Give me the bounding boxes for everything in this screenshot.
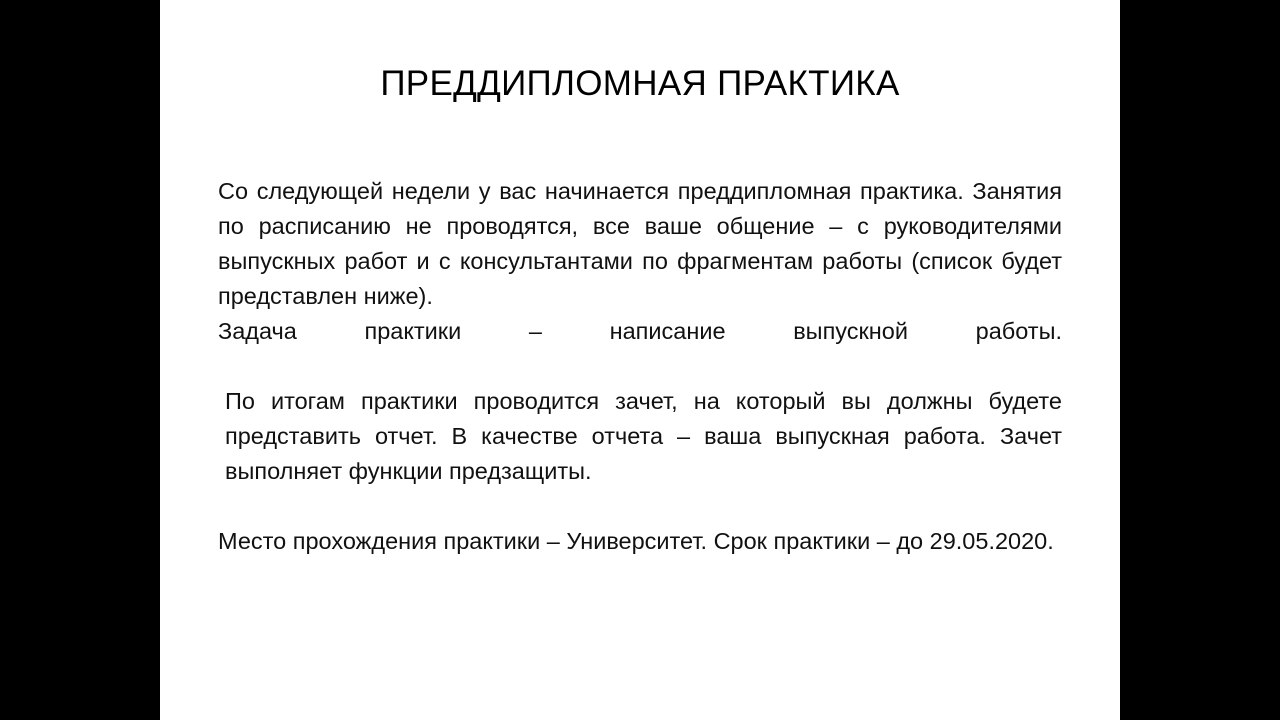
paragraph-place-term: Место прохождения практики – Университет. Срок практики – до 29.05.2020. bbox=[218, 528, 1054, 554]
slide bbox=[160, 0, 1120, 720]
paragraph-gap bbox=[218, 349, 1062, 384]
paragraph-gap bbox=[218, 489, 1062, 524]
slide-body bbox=[218, 174, 1062, 559]
paragraph-intro: Со следующей недели у вас начинается преддипломная практика. Занятия по расписанию не проводятся, все ваше общение – с руководителями выпускных работ и с консультантами по фрагментам работы (список будет представлен ниже). bbox=[218, 178, 1062, 309]
paragraph-credit: По итогам практики проводится зачет, на который вы должны будете представить отчет. В качестве отчета – ваша выпускная работа. Зачет выполняет функции предзащиты. bbox=[225, 388, 1062, 484]
slide-title: ПРЕДДИПЛОМНАЯ ПРАКТИКА bbox=[380, 64, 900, 103]
paragraph-task: Задача практики – написание выпускной работы. bbox=[218, 318, 1062, 344]
